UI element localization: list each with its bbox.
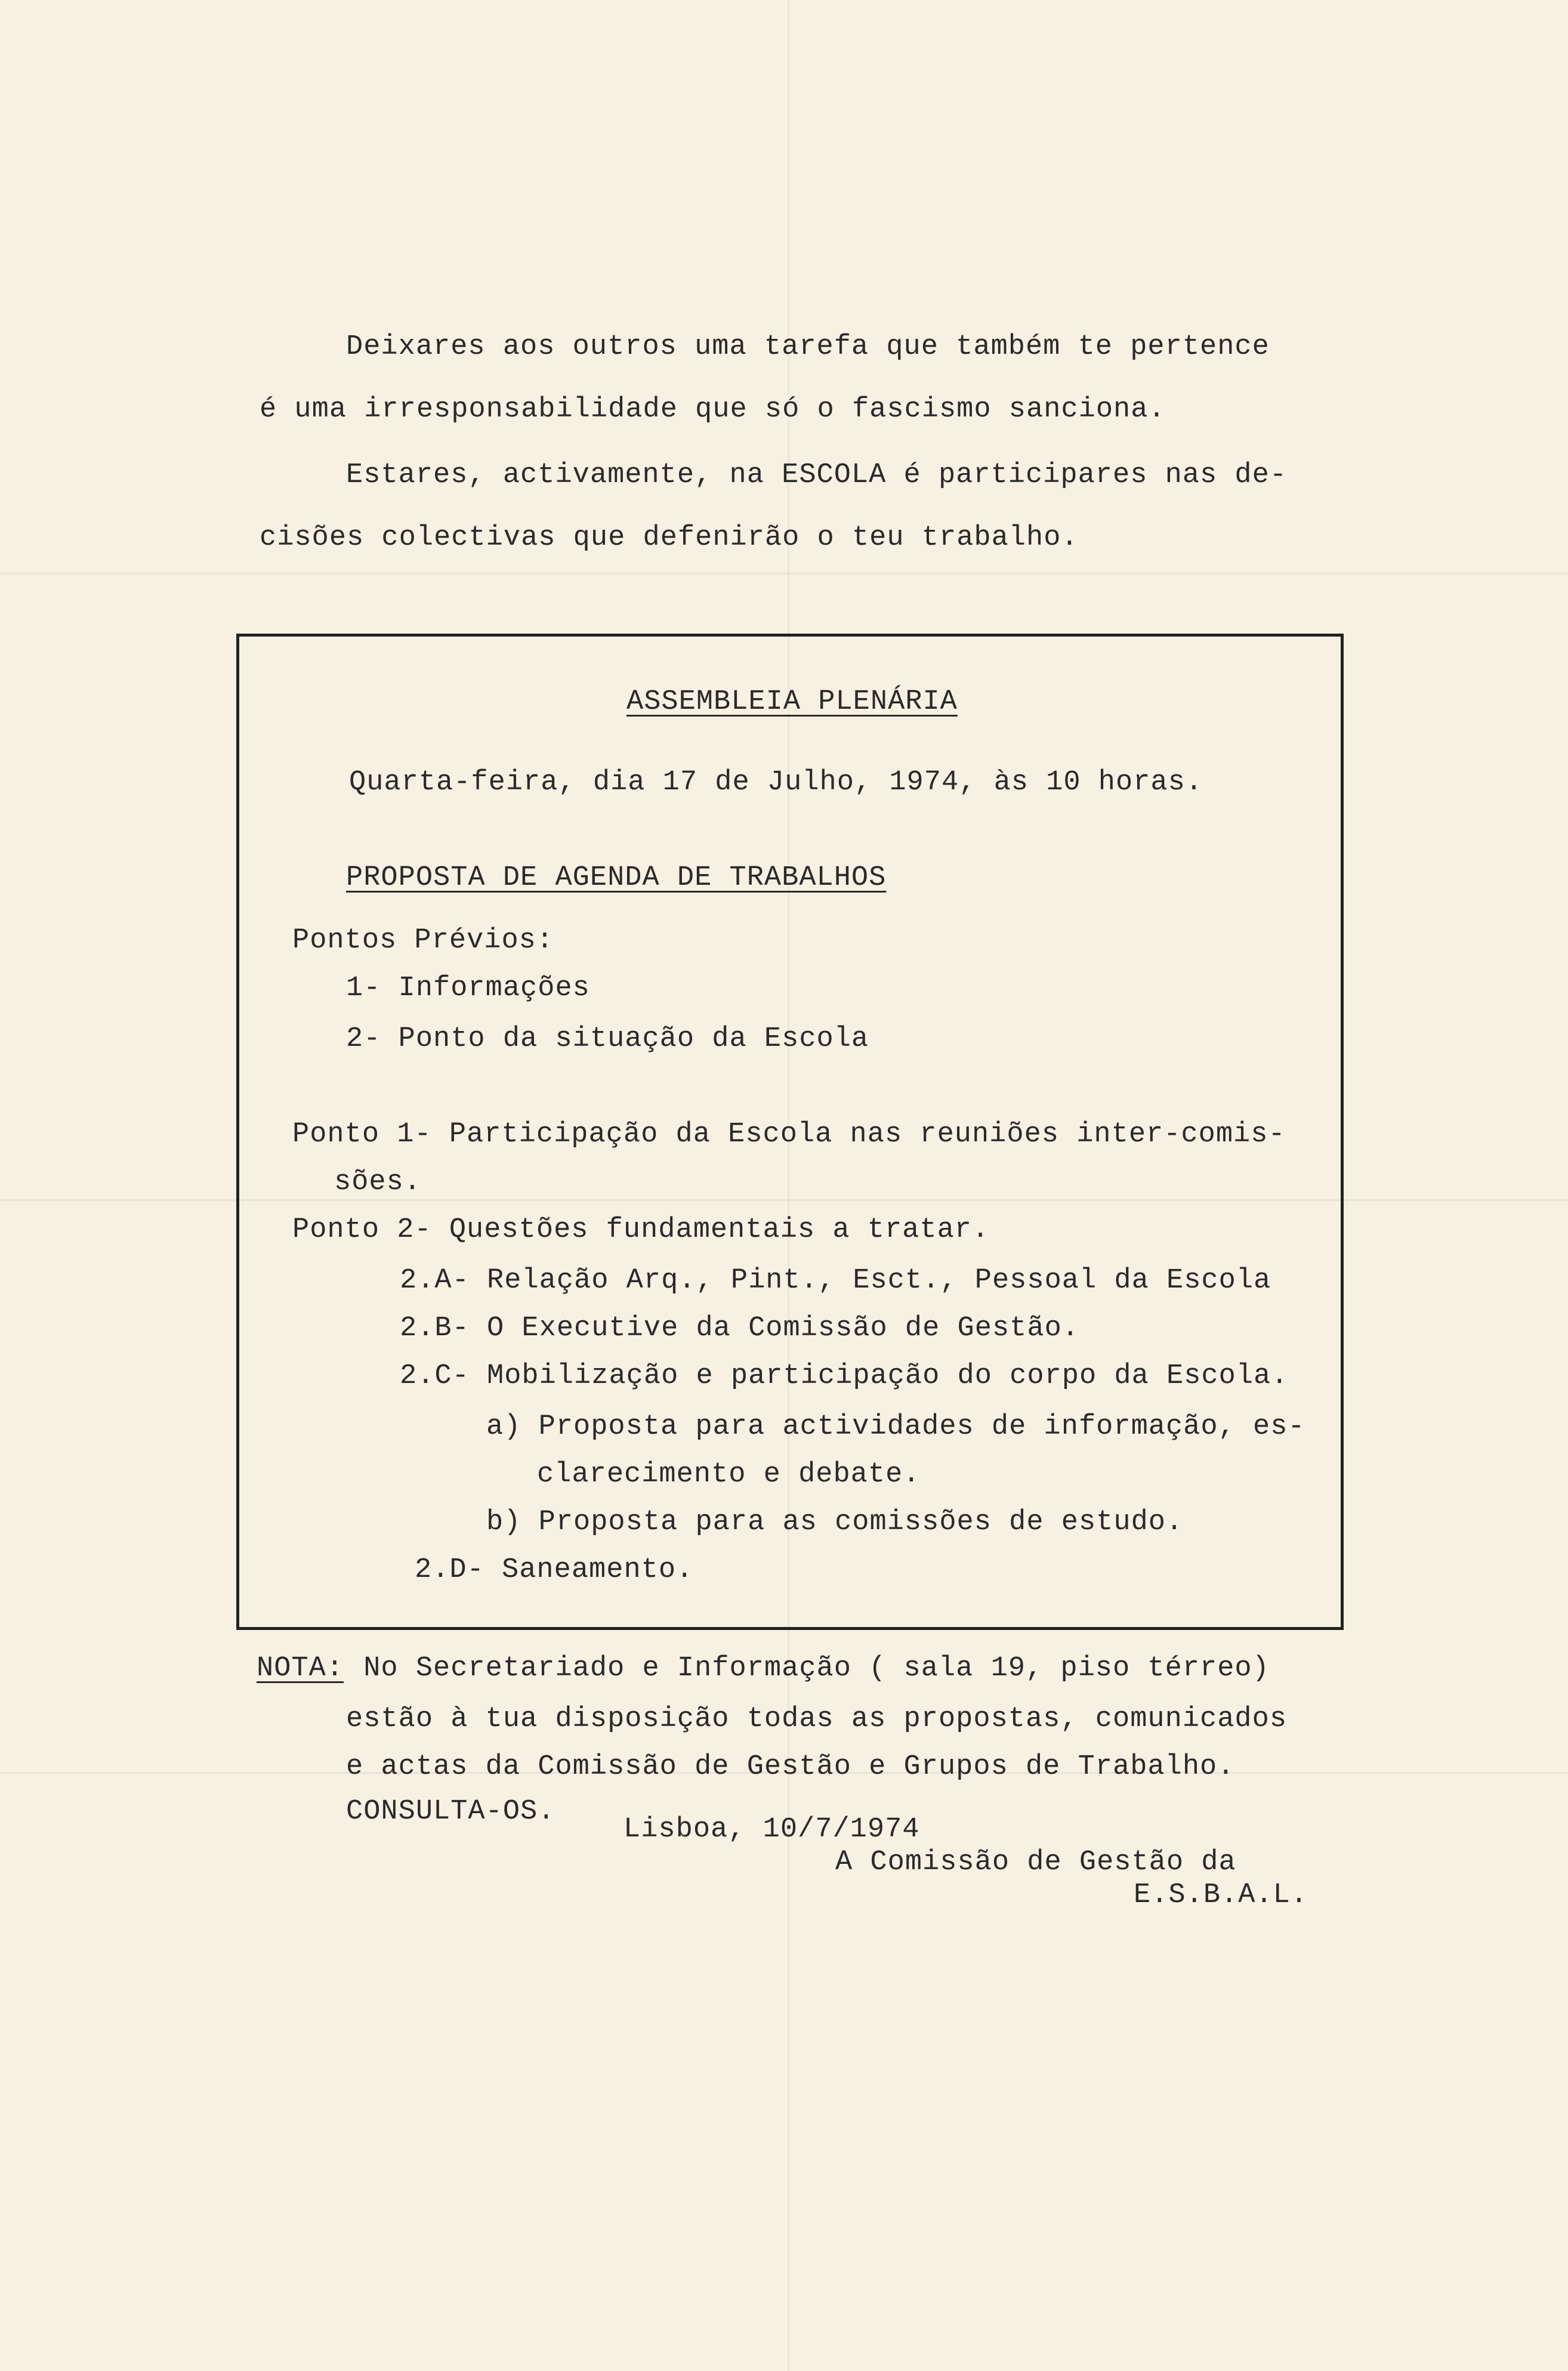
intro-line: cisões colectivas que defenirão o teu trabalho.	[260, 522, 1079, 554]
agenda-item: 2.B- O Executive da Comissão de Gestão.	[400, 1313, 1079, 1344]
note-line: estão à tua disposição todas as propostas, comunicados	[346, 1703, 1288, 1735]
signature: A Comissão de Gestão da	[835, 1847, 1236, 1878]
intro-line: é uma irresponsabilidade que só o fascismo sanciona.	[260, 394, 1166, 425]
agenda-heading: PROPOSTA DE AGENDA DE TRABALHOS	[346, 862, 887, 894]
assembly-date: Quarta-feira, dia 17 de Julho, 1974, às 10 horas.	[349, 767, 1203, 798]
note-line: No Secretariado e Informação ( sala 19, piso térreo)	[346, 1653, 1270, 1684]
agenda-point: sões.	[334, 1166, 422, 1198]
agenda-point: Ponto 1- Participação da Escola nas reuniões inter-comis-	[292, 1119, 1286, 1150]
agenda-item: 2.C- Mobilização e participação do corpo da Escola.	[400, 1360, 1289, 1392]
agenda-item: 1- Informações	[346, 973, 590, 1004]
agenda-subitem: a) Proposta para actividades de informação, es-	[486, 1411, 1305, 1443]
agenda-point: Ponto 2- Questões fundamentais a tratar.	[292, 1214, 990, 1246]
agenda-subitem: b) Proposta para as comissões de estudo.	[486, 1506, 1184, 1538]
assembly-title: ASSEMBLEIA PLENÁRIA	[626, 686, 958, 718]
agenda-item: 2- Ponto da situação da Escola	[346, 1023, 869, 1055]
fold-crease	[0, 573, 1568, 575]
prior-points-label: Pontos Prévios:	[292, 925, 554, 956]
consult-text: CONSULTA-OS.	[346, 1796, 555, 1827]
note-label: NOTA:	[257, 1653, 344, 1684]
note-line: e actas da Comissão de Gestão e Grupos de Trabalho.	[346, 1751, 1235, 1783]
intro-line: Deixares aos outros uma tarefa que também te pertence	[346, 331, 1270, 363]
agenda-item: 2.A- Relação Arq., Pint., Esct., Pessoal da Escola	[400, 1265, 1271, 1296]
intro-line: Estares, activamente, na ESCOLA é participares nas de-	[346, 459, 1288, 491]
school-initials: E.S.B.A.L.	[1134, 1879, 1308, 1911]
agenda-item: 2.D- Saneamento.	[415, 1554, 694, 1586]
place-date: Lisboa, 10/7/1974	[624, 1814, 920, 1845]
agenda-subitem: clarecimento e debate.	[537, 1459, 921, 1490]
